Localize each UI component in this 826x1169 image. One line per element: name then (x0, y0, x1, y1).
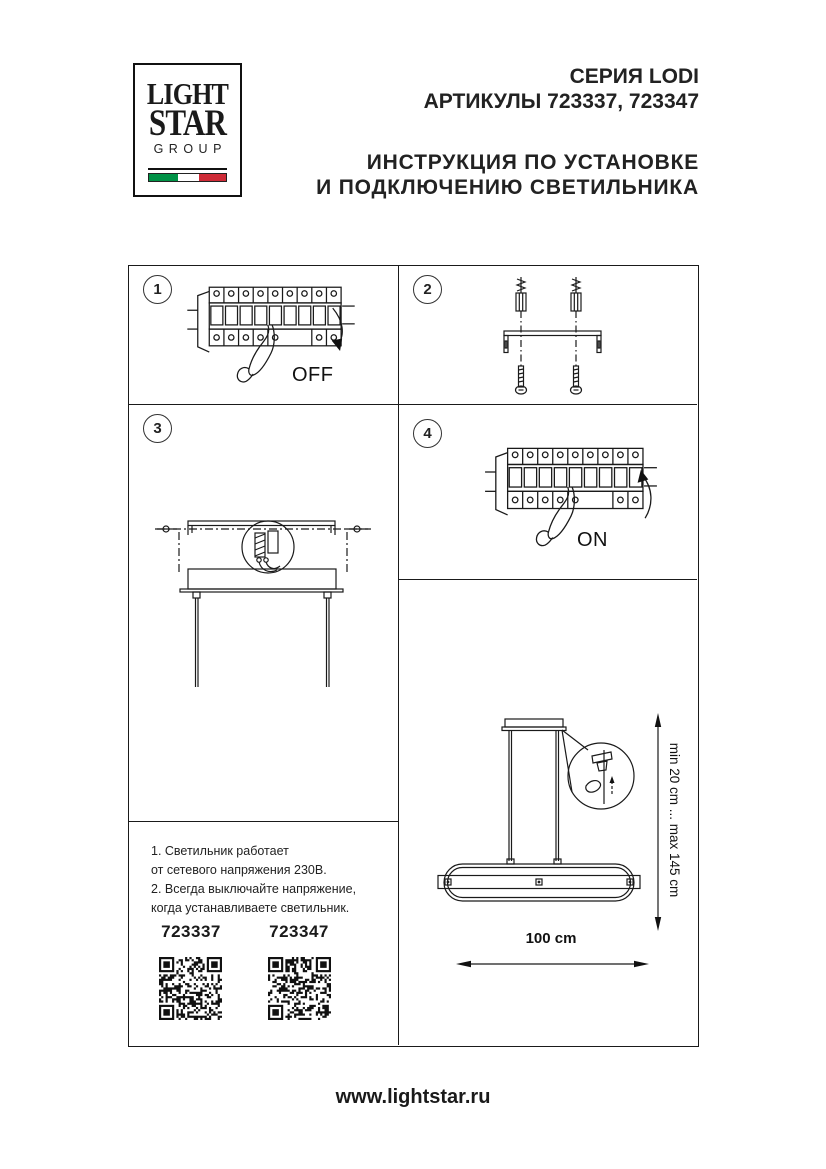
step-4-panel (399, 405, 697, 580)
qr-code-right (268, 957, 331, 1020)
note-line-1: 1. Светильник работает (151, 844, 289, 858)
step-2-panel (399, 266, 697, 405)
anchors-bracket-drawing (399, 266, 697, 405)
circuit-breaker-on-drawing (485, 443, 657, 559)
step-2-number: 2 (413, 275, 442, 304)
note-line-3: 2. Всегда выключайте напряжение, (151, 882, 357, 896)
step-1-panel (129, 266, 399, 405)
logo-word-group: GROUP (153, 142, 227, 156)
notes-panel (129, 822, 399, 1045)
qr-code-left (159, 957, 222, 1020)
lamp-width-label: 100 cm (525, 930, 577, 947)
logo-divider (148, 168, 227, 171)
detail-bubble (568, 743, 634, 809)
on-label: ON (577, 529, 608, 551)
safety-notes (151, 842, 356, 918)
website-url: www.lightstar.ru (335, 1086, 491, 1108)
lightstar-logo (133, 63, 242, 197)
pendant-lamp-drawing (399, 580, 697, 1045)
doc-title-line1: ИНСТРУКЦИЯ ПО УСТАНОВКЕ (366, 151, 699, 174)
lamp-dimensions-panel (399, 580, 697, 1045)
flag-green-stripe (149, 174, 178, 181)
instruction-grid (128, 265, 699, 1047)
ceiling-mount-drawing (129, 405, 399, 822)
doc-title-line2: И ПОДКЛЮЧЕНИЮ СВЕТИЛЬНИКА (316, 176, 699, 199)
italian-flag-icon (148, 173, 227, 182)
flag-white-stripe (178, 174, 199, 181)
logo-word-star: STAR (148, 103, 227, 144)
article-number-left: 723337 (161, 922, 221, 941)
articles-line: АРТИКУЛЫ 723337, 723347 (423, 90, 699, 113)
note-line-4: когда устанавливаете светильник. (151, 901, 350, 915)
logo-word-light: LIGHT (146, 76, 229, 111)
flag-red-stripe (199, 174, 226, 181)
off-label: OFF (292, 364, 334, 386)
step-3-panel (129, 405, 399, 822)
note-line-2: от сетевого напряжения 230В. (151, 863, 327, 877)
pointing-finger-icon (548, 487, 574, 539)
series-name: СЕРИЯ LODI (569, 65, 699, 88)
step-4-number: 4 (413, 419, 442, 448)
header-titles (316, 64, 699, 200)
suspension-height-label: min 20 cm ... max 145 cm (667, 742, 683, 898)
header-spacer (316, 114, 699, 150)
step-3-number: 3 (143, 414, 172, 443)
article-number-right: 723347 (269, 922, 329, 941)
pointing-finger-icon (249, 325, 275, 375)
step-1-number: 1 (143, 275, 172, 304)
arrow-up-icon (643, 476, 651, 518)
